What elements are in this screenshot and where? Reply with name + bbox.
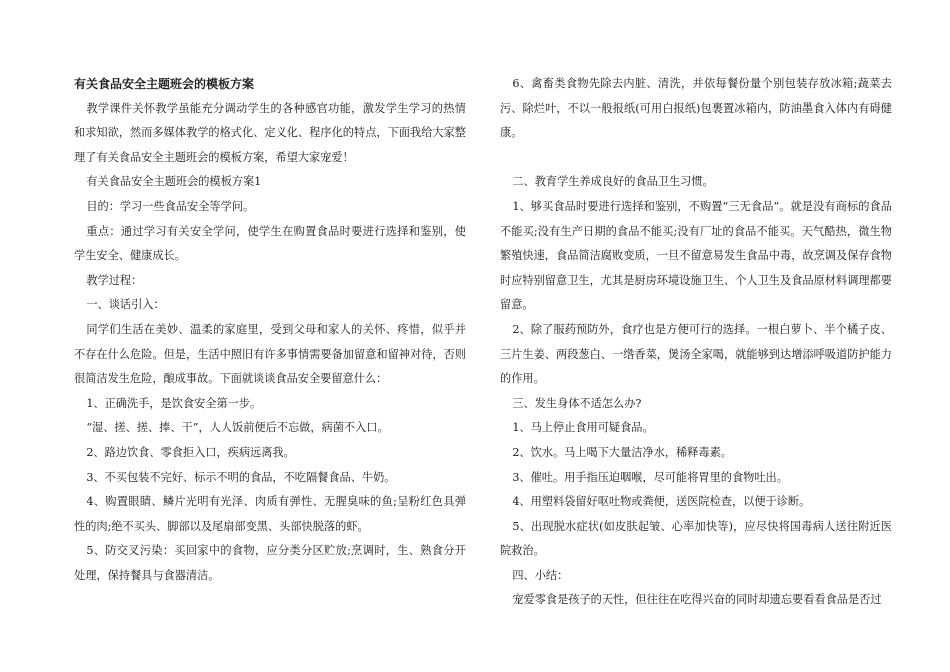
list-item: 2、饮水。马上喝下大量洁净水，稀释毒素。: [512, 445, 732, 459]
list-item: 3、不买包装不完好、标示不明的食品，不吃隔餐食品、牛奶。: [86, 470, 396, 484]
list-item: 4、用塑料袋留好呕吐物或粪便，送医院检查，以便于诊断。: [512, 495, 811, 509]
list-item: 4、购置眼睛、鳞片光明有光泽、肉质有弹性、无腥臭味的鱼;呈粉红色具弹性的肉;绝不买头、脚部以及尾扇部变黑、头部快脱落的虾。: [74, 495, 466, 533]
list-item: 1、正确洗手，是饮食安全第一步。: [86, 396, 262, 410]
objective-paragraph: 目的：学习一些食品安全等学问。: [86, 199, 255, 213]
process-heading: 教学过程：: [86, 273, 143, 287]
intro-paragraph: 教学课件关怀教学虽能充分调动学生的各种感官功能，激发学生学习的热情和求知欲，然而多媒体教学的格式化、定义化、程序化的特点，下面我给大家整理了有关食品安全主题班会的模板方案，希望大家宠爱！: [74, 101, 466, 164]
list-item: 3、催吐。用手指压迫咽喉，尽可能将胃里的食物吐出。: [512, 470, 788, 484]
list-item: 6、禽畜类食物先除去内脏、清洗，并依每餐份量个别包装存放冰箱;蔬菜去污、除烂叶，不以一般报纸(可用白报纸)包裹置冰箱内，防油墨食入体内有碍健康。: [500, 77, 892, 140]
left-column: [74, 72, 466, 588]
right-column: [500, 72, 892, 613]
list-item: 2、路边饮食、零食拒入口，疾病远离我。: [86, 445, 295, 459]
section-heading-1: 一、谈话引入：: [86, 298, 165, 312]
body-paragraph: 同学们生活在美妙、温柔的家庭里，受到父母和家人的关怀、疼惜，似乎并不存在什么危险。但是，生活中照旧有许多事情需要备加留意和留神对待，否则很简洁发生危险，酿成事故。下面就谈谈食品安全要留意什么：: [74, 322, 466, 386]
section-heading-3: 三、发生身体不适怎么办?: [512, 396, 642, 410]
plan-heading: 有关食品安全主题班会的模板方案1: [86, 175, 262, 189]
focus-paragraph: 重点：通过学习有关安全学问，使学生在购置食品时要进行选择和鉴别，使学生安全、健康成长。: [74, 224, 466, 263]
section-heading-2: 二、教育学生养成良好的食品卫生习惯。: [512, 175, 714, 189]
list-item: 5、防交叉污染：买回家中的食物，应分类分区贮放;烹调时，生、熟食分开处理，保持餐具与食器清洁。: [74, 544, 466, 582]
document-title: 有关食品安全主题班会的模板方案: [74, 77, 255, 91]
list-item: 1、马上停止食用可疑食品。: [512, 421, 654, 435]
paragraph-spacer: [500, 146, 892, 171]
list-item: 1、够买食品时要进行选择和鉴别，不购置“三无食品”。就是没有商标的食品不能买;没有生产日期的食品不能买;没有厂址的食品不能买。天气酷热，微生物繁殖快速，食品简洁腐败变质，一旦不留意易发生食品中毒，故烹调及保存食物时应特别留意卫生，尤其是厨房环境设施卫生、个人卫生及食品原材料调理都要留意。: [500, 199, 892, 312]
list-item: “湿、搓、搓、捧、干”，人人饭前便后不忘做，病菌不入口。: [86, 421, 389, 435]
list-item: 2、除了服药预防外，食疗也是方便可行的选择。一根白萝卜、半个橘子皮、三片生姜、两段葱白、一绺香菜，煲汤全家喝，就能够到达增添呼吸道防护能力的作用。: [500, 322, 892, 386]
body-paragraph: 宠爱零食是孩子的天性，但往往在吃得兴奋的同时却遗忘要看看食品是否过: [512, 593, 882, 607]
section-heading-4: 四、小结：: [512, 568, 569, 582]
list-item: 5、出现脱水症状(如皮肤起皱、心率加快等)，应尽快将国毒病人送往附近医院救治。: [500, 519, 892, 558]
